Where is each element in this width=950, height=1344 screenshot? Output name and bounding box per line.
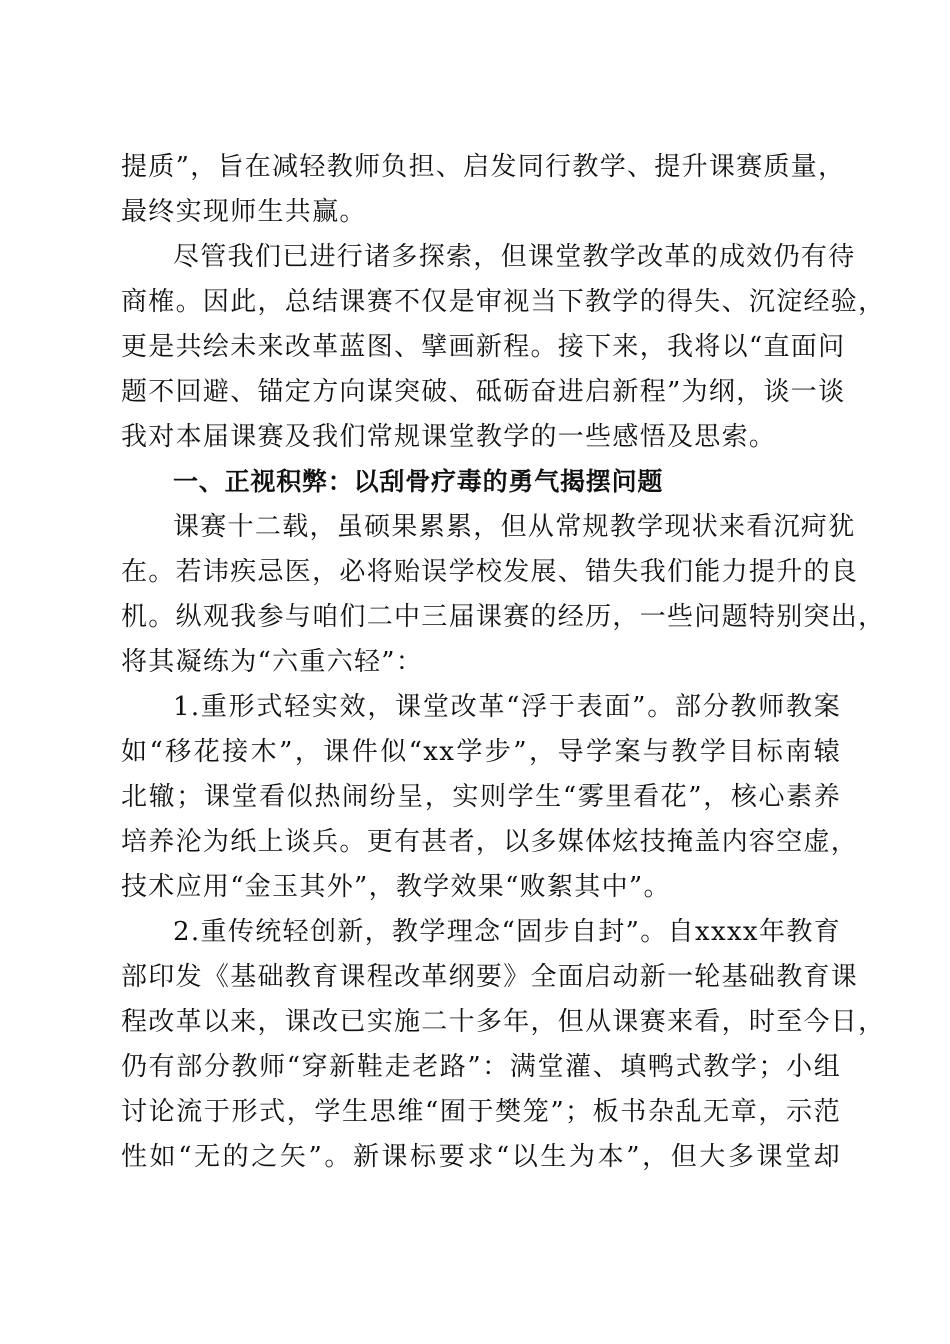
paragraph-line: 2.重传统轻创新，教学理念“固步自封”。自xxxx年教育 <box>173 917 841 947</box>
paragraph-line: 仍有部分教师“穿新鞋走老路”：满堂灌、填鸭式教学；小组 <box>121 1052 841 1082</box>
paragraph-line: 最终实现师生共赢。 <box>121 197 367 227</box>
paragraph-line: 培养沦为纸上谈兵。更有甚者，以多媒体炫技掩盖内容空虚， <box>121 827 859 857</box>
paragraph-line: 我对本届课赛及我们常规课堂教学的一些感悟及思索。 <box>121 422 777 452</box>
paragraph-line: 商榷。因此，总结课赛不仅是审视当下教学的得失、沉淀经验， <box>121 287 886 317</box>
paragraph-line: 提质”，旨在减轻教师负担、启发同行教学、提升课赛质量， <box>121 152 846 182</box>
paragraph-line: 更是共绘未来改革蓝图、擘画新程。接下来，我将以“直面问 <box>121 332 846 362</box>
paragraph-line: 北辙；课堂看似热闹纷呈，实则学生“雾里看花”，核心素养 <box>121 782 841 812</box>
paragraph-line: 在。若讳疾忌医，必将贻误学校发展、错失我们能力提升的良 <box>121 557 859 587</box>
paragraph-line: 将其凝练为“六重六轻”： <box>121 647 424 677</box>
section-heading: 一、正视积弊：以刮骨疗毒的勇气揭摆问题 <box>173 467 664 496</box>
paragraph-line: 尽管我们已进行诸多探索，但课堂教学改革的成效仍有待 <box>173 242 856 272</box>
paragraph-line: 课赛十二载，虽硕果累累，但从常规教学现状来看沉疴犹 <box>173 512 856 542</box>
paragraph-line: 如“移花接木”，课件似“xx学步”，导学案与教学目标南辕 <box>121 737 841 767</box>
paragraph-line: 技术应用“金玉其外”，教学效果“败絮其中”。 <box>121 872 671 902</box>
paragraph-line: 讨论流于形式，学生思维“囿于樊笼”；板书杂乱无章，示范 <box>121 1097 841 1127</box>
paragraph-line: 部印发《基础教育课程改革纲要》全面启动新一轮基础教育课 <box>121 962 859 992</box>
paragraph-line: 性如“无的之矢”。新课标要求“以生为本”，但大多课堂却 <box>121 1142 841 1172</box>
paragraph-line: 程改革以来，课改已实施二十多年，但从课赛来看，时至今日， <box>121 1007 886 1037</box>
paragraph-line: 1.重形式轻实效，课堂改革“浮于表面”。部分教师教案 <box>173 692 841 722</box>
paragraph-line: 机。纵观我参与咱们二中三届课赛的经历，一些问题特别突出， <box>121 602 886 632</box>
paragraph-line: 题不回避、锚定方向谋突破、砥砺奋进启新程”为纲，谈一谈 <box>121 377 846 407</box>
